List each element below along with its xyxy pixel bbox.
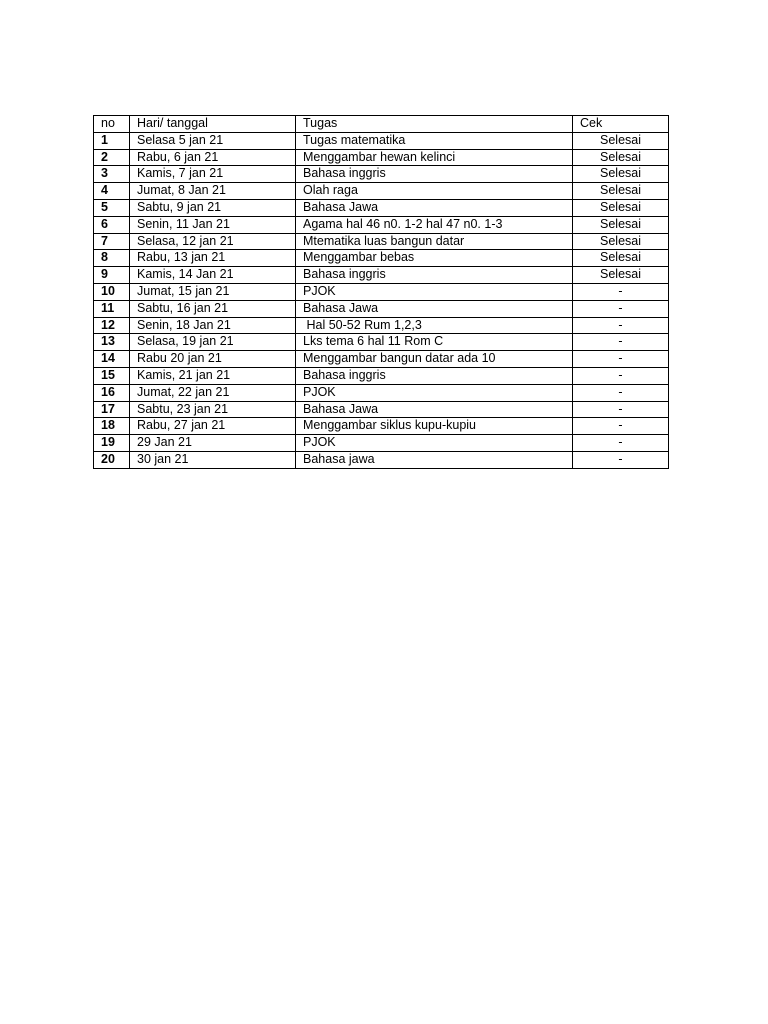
table-row — [94, 401, 669, 418]
row-date: Rabu, 6 jan 21 — [130, 149, 296, 166]
row-check-status: - — [573, 418, 669, 435]
table-row — [94, 451, 669, 468]
row-check-status: Selesai — [573, 199, 669, 216]
row-task: PJOK — [296, 384, 573, 401]
row-task: Menggambar bangun datar ada 10 — [296, 351, 573, 368]
row-check-status: Selesai — [573, 149, 669, 166]
row-number: 19 — [94, 435, 130, 452]
row-number: 16 — [94, 384, 130, 401]
table-row — [94, 283, 669, 300]
row-task: Bahasa jawa — [296, 451, 573, 468]
table-row — [94, 300, 669, 317]
row-check-status: Selesai — [573, 183, 669, 200]
row-date: Sabtu, 16 jan 21 — [130, 300, 296, 317]
row-check-status: Selesai — [573, 233, 669, 250]
row-date: Senin, 18 Jan 21 — [130, 317, 296, 334]
row-check-status: - — [573, 435, 669, 452]
assignment-table — [93, 115, 669, 469]
row-check-status: Selesai — [573, 132, 669, 149]
row-check-status: - — [573, 384, 669, 401]
row-check-status: - — [573, 283, 669, 300]
row-number: 18 — [94, 418, 130, 435]
row-date: 29 Jan 21 — [130, 435, 296, 452]
row-number: 9 — [94, 267, 130, 284]
row-check-status: Selesai — [573, 216, 669, 233]
row-date: Senin, 11 Jan 21 — [130, 216, 296, 233]
row-date: Jumat, 8 Jan 21 — [130, 183, 296, 200]
table-row — [94, 334, 669, 351]
table-row — [94, 149, 669, 166]
table-row — [94, 132, 669, 149]
row-number: 14 — [94, 351, 130, 368]
row-number: 1 — [94, 132, 130, 149]
row-number: 6 — [94, 216, 130, 233]
row-task: Olah raga — [296, 183, 573, 200]
row-number: 12 — [94, 317, 130, 334]
row-date: Selasa 5 jan 21 — [130, 132, 296, 149]
row-task: Menggambar siklus kupu-kupiu — [296, 418, 573, 435]
row-date: Rabu, 13 jan 21 — [130, 250, 296, 267]
row-check-status: - — [573, 317, 669, 334]
row-check-status: - — [573, 300, 669, 317]
row-check-status: - — [573, 367, 669, 384]
table-row — [94, 384, 669, 401]
row-task: Bahasa inggris — [296, 166, 573, 183]
row-date: Rabu, 27 jan 21 — [130, 418, 296, 435]
row-number: 13 — [94, 334, 130, 351]
row-number: 4 — [94, 183, 130, 200]
header-date: Hari/ tanggal — [130, 116, 296, 133]
row-task: Lks tema 6 hal 11 Rom C — [296, 334, 573, 351]
row-number: 5 — [94, 199, 130, 216]
row-number: 7 — [94, 233, 130, 250]
row-date: Jumat, 15 jan 21 — [130, 283, 296, 300]
table-row — [94, 233, 669, 250]
row-number: 11 — [94, 300, 130, 317]
row-task: Tugas matematika — [296, 132, 573, 149]
row-task: Menggambar bebas — [296, 250, 573, 267]
table-row — [94, 250, 669, 267]
row-number: 17 — [94, 401, 130, 418]
row-task: Bahasa Jawa — [296, 199, 573, 216]
header-task: Tugas — [296, 116, 573, 133]
table-row — [94, 317, 669, 334]
header-no: no — [94, 116, 130, 133]
row-date: Selasa, 19 jan 21 — [130, 334, 296, 351]
row-check-status: Selesai — [573, 267, 669, 284]
row-task: Bahasa Jawa — [296, 401, 573, 418]
row-check-status: - — [573, 401, 669, 418]
row-date: Sabtu, 23 jan 21 — [130, 401, 296, 418]
row-task: Mtematika luas bangun datar — [296, 233, 573, 250]
row-number: 3 — [94, 166, 130, 183]
row-date: Kamis, 14 Jan 21 — [130, 267, 296, 284]
row-check-status: - — [573, 451, 669, 468]
row-number: 8 — [94, 250, 130, 267]
row-check-status: - — [573, 351, 669, 368]
row-task: Hal 50-52 Rum 1,2,3 — [296, 317, 573, 334]
row-date: Kamis, 21 jan 21 — [130, 367, 296, 384]
row-check-status: Selesai — [573, 250, 669, 267]
table-row — [94, 183, 669, 200]
table-header-row — [94, 116, 669, 133]
row-check-status: - — [573, 334, 669, 351]
row-task: PJOK — [296, 435, 573, 452]
row-task: PJOK — [296, 283, 573, 300]
row-number: 10 — [94, 283, 130, 300]
header-check: Cek — [573, 116, 669, 133]
row-task: Bahasa inggris — [296, 267, 573, 284]
row-number: 20 — [94, 451, 130, 468]
table-row — [94, 166, 669, 183]
row-date: Sabtu, 9 jan 21 — [130, 199, 296, 216]
table-row — [94, 418, 669, 435]
table-row — [94, 267, 669, 284]
row-date: Kamis, 7 jan 21 — [130, 166, 296, 183]
row-number: 2 — [94, 149, 130, 166]
table-row — [94, 367, 669, 384]
row-task: Menggambar hewan kelinci — [296, 149, 573, 166]
table-row — [94, 351, 669, 368]
row-task: Agama hal 46 n0. 1-2 hal 47 n0. 1-3 — [296, 216, 573, 233]
row-date: Jumat, 22 jan 21 — [130, 384, 296, 401]
row-task: Bahasa Jawa — [296, 300, 573, 317]
row-date: Selasa, 12 jan 21 — [130, 233, 296, 250]
row-date: Rabu 20 jan 21 — [130, 351, 296, 368]
table-row — [94, 216, 669, 233]
table-row — [94, 199, 669, 216]
row-date: 30 jan 21 — [130, 451, 296, 468]
row-number: 15 — [94, 367, 130, 384]
row-check-status: Selesai — [573, 166, 669, 183]
table-row — [94, 435, 669, 452]
row-task: Bahasa inggris — [296, 367, 573, 384]
